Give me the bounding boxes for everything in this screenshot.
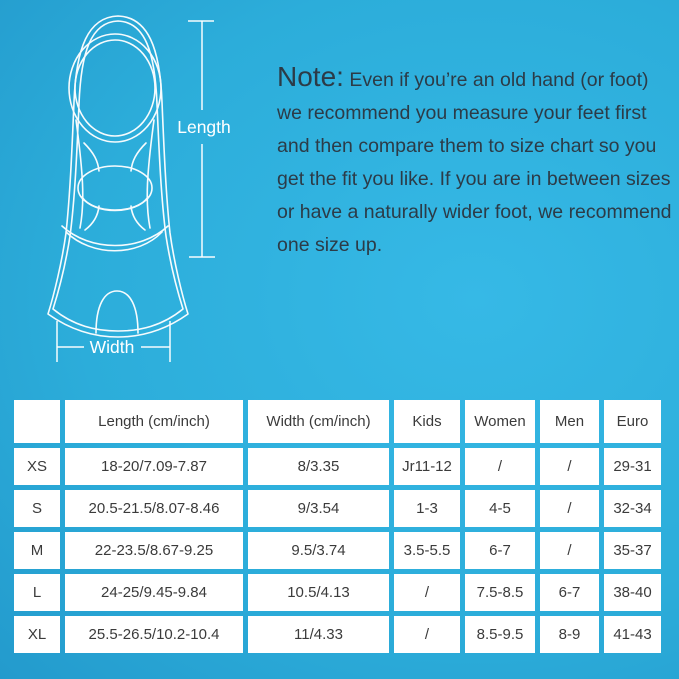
table-row-xs — [14, 448, 661, 485]
men-cell: / — [540, 448, 599, 485]
table-row-s — [14, 490, 661, 527]
length-label: Length — [177, 117, 231, 137]
table-row-l — [14, 574, 661, 611]
col-header-women: Women — [465, 400, 535, 443]
women-cell: / — [465, 448, 535, 485]
size-cell: XL — [14, 616, 60, 653]
width-cell: 9.5/3.74 — [248, 532, 389, 569]
note-body: Even if you’re an old hand (or foot) we recommend you measure your feet first and then compare them to size chart so you get the fit you like. If you are in between sizes or have a naturally wider foot, we recommend one size up. — [277, 69, 672, 256]
swim-fin-drawing — [0, 0, 260, 380]
size-cell: L — [14, 574, 60, 611]
euro-cell: 38-40 — [604, 574, 661, 611]
men-cell: / — [540, 532, 599, 569]
length-dimension-line — [177, 21, 231, 257]
kids-cell: Jr11-12 — [394, 448, 460, 485]
women-cell: 4-5 — [465, 490, 535, 527]
width-cell: 8/3.35 — [248, 448, 389, 485]
size-table — [9, 395, 666, 658]
width-cell: 9/3.54 — [248, 490, 389, 527]
men-cell: 6-7 — [540, 574, 599, 611]
note — [277, 60, 675, 262]
size-cell: S — [14, 490, 60, 527]
width-cell: 11/4.33 — [248, 616, 389, 653]
kids-cell: 1-3 — [394, 490, 460, 527]
swim-fin-diagram — [0, 0, 260, 380]
kids-cell: / — [394, 574, 460, 611]
women-cell: 6-7 — [465, 532, 535, 569]
col-header-euro: Euro — [604, 400, 661, 443]
kids-cell: 3.5-5.5 — [394, 532, 460, 569]
width-cell: 10.5/4.13 — [248, 574, 389, 611]
header-row — [14, 400, 661, 443]
kids-cell: / — [394, 616, 460, 653]
men-cell: / — [540, 490, 599, 527]
length-cell: 22-23.5/8.67-9.25 — [65, 532, 243, 569]
width-label: Width — [89, 337, 135, 357]
col-header-size — [14, 400, 60, 443]
note-heading: Note: — [277, 61, 344, 92]
table-row-m — [14, 532, 661, 569]
note-paragraph — [277, 60, 675, 262]
men-cell: 8-9 — [540, 616, 599, 653]
women-cell: 7.5-8.5 — [465, 574, 535, 611]
col-header-length: Length (cm/inch) — [65, 400, 243, 443]
length-cell: 18-20/7.09-7.87 — [65, 448, 243, 485]
euro-cell: 32-34 — [604, 490, 661, 527]
euro-cell: 35-37 — [604, 532, 661, 569]
col-header-kids: Kids — [394, 400, 460, 443]
length-cell: 20.5-21.5/8.07-8.46 — [65, 490, 243, 527]
women-cell: 8.5-9.5 — [465, 616, 535, 653]
size-cell: XS — [14, 448, 60, 485]
size-cell: M — [14, 532, 60, 569]
length-cell: 25.5-26.5/10.2-10.4 — [65, 616, 243, 653]
euro-cell: 29-31 — [604, 448, 661, 485]
euro-cell: 41-43 — [604, 616, 661, 653]
col-header-men: Men — [540, 400, 599, 443]
col-header-width: Width (cm/inch) — [248, 400, 389, 443]
width-dimension-line — [57, 321, 170, 362]
table-row-xl — [14, 616, 661, 653]
length-cell: 24-25/9.45-9.84 — [65, 574, 243, 611]
fin-outline — [48, 16, 188, 337]
